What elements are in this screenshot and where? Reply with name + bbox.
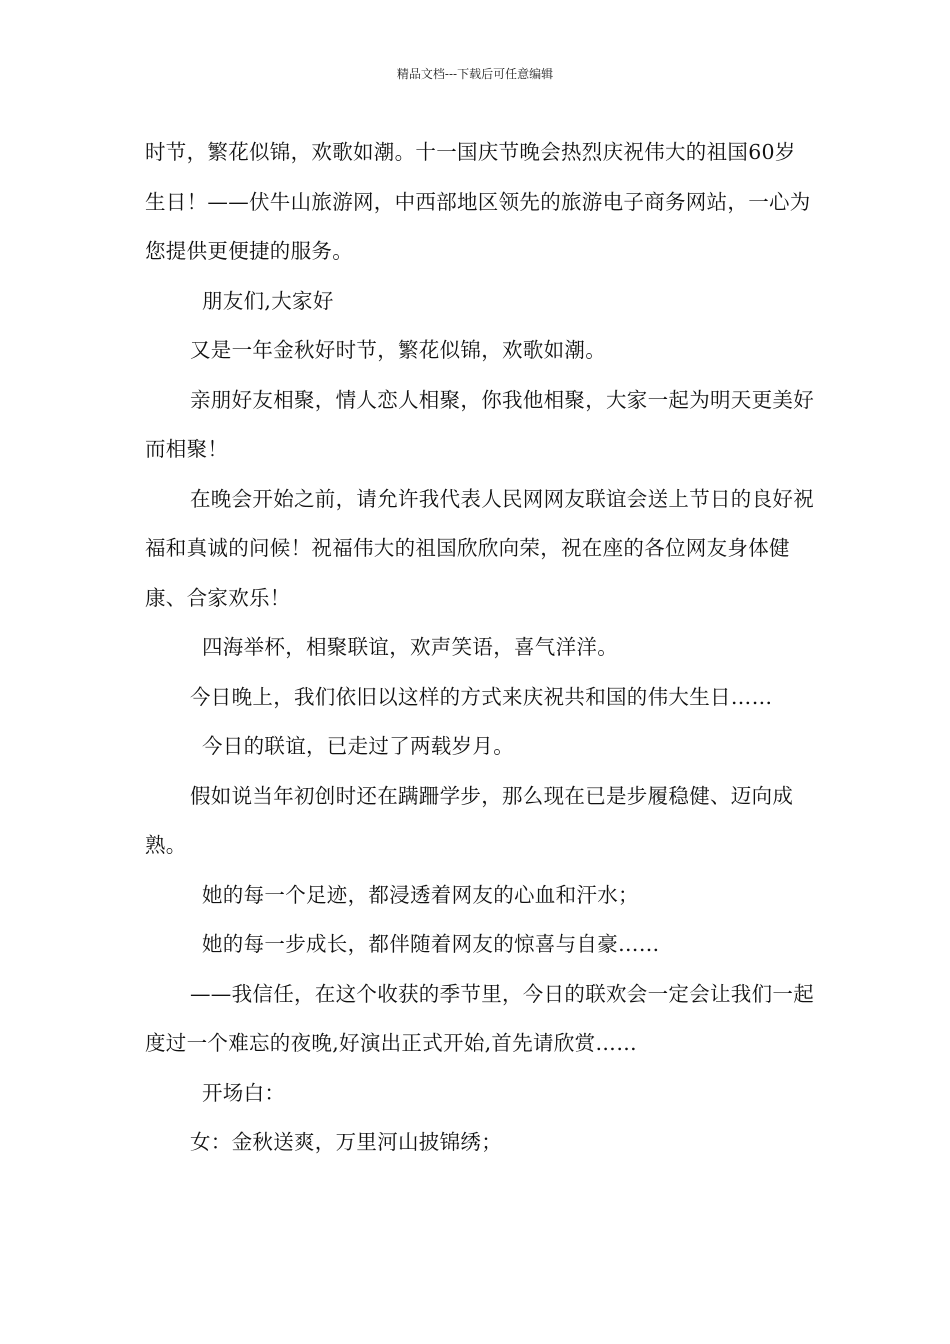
paragraph: 今日的联谊，已走过了两载岁月。 <box>202 734 514 758</box>
paragraph: 假如说当年初创时还在蹒跚学步，那么现在已是步履稳健、迈向成熟。 <box>145 783 794 857</box>
paragraph: 又是一年金秋好时节，繁花似锦，欢歌如潮。 <box>190 338 606 362</box>
paragraph: 开场白： <box>202 1080 286 1105</box>
paragraph: 亲朋好友相聚，情人恋人相聚，你我他相聚，大家一起为明天更美好而相聚！ <box>145 387 814 461</box>
document-body <box>145 128 815 1168</box>
paragraph: 时节，繁花似锦，欢歌如潮。十一国庆节晚会热烈庆祝伟大的祖国60岁生日！——伏牛山旅游网，中西部地区领先的旅游电子商务网站，一心为您提供更便捷的服务。 <box>145 140 811 263</box>
paragraph: 在晚会开始之前，请允许我代表人民网网友联谊会送上节日的良好祝福和真诚的问候！祝福伟大的祖国欣欣向荣，祝在座的各位网友身体健康、合家欢乐！ <box>145 486 814 610</box>
paragraph: 她的每一个足迹，都浸透着网友的心血和汗水； <box>202 882 639 907</box>
paragraph: 今日晚上，我们依旧以这样的方式来庆祝共和国的伟大生日…… <box>190 684 773 709</box>
paragraph: 女：金秋送爽，万里河山披锦绣； <box>190 1130 502 1154</box>
paragraph: 她的每一步成长，都伴随着网友的惊喜与自豪…… <box>202 932 660 956</box>
paragraph: 朋友们,大家好 <box>202 288 334 313</box>
paragraph: 四海举杯，相聚联谊，欢声笑语，喜气洋洋。 <box>202 635 618 659</box>
page-header: 精品文档---下载后可任意编辑 <box>396 67 554 81</box>
paragraph: ——我信任，在这个收获的季节里，今日的联欢会一定会让我们一起度过一个难忘的夜晚,好演出正式开始,首先请欣赏…… <box>145 981 814 1055</box>
